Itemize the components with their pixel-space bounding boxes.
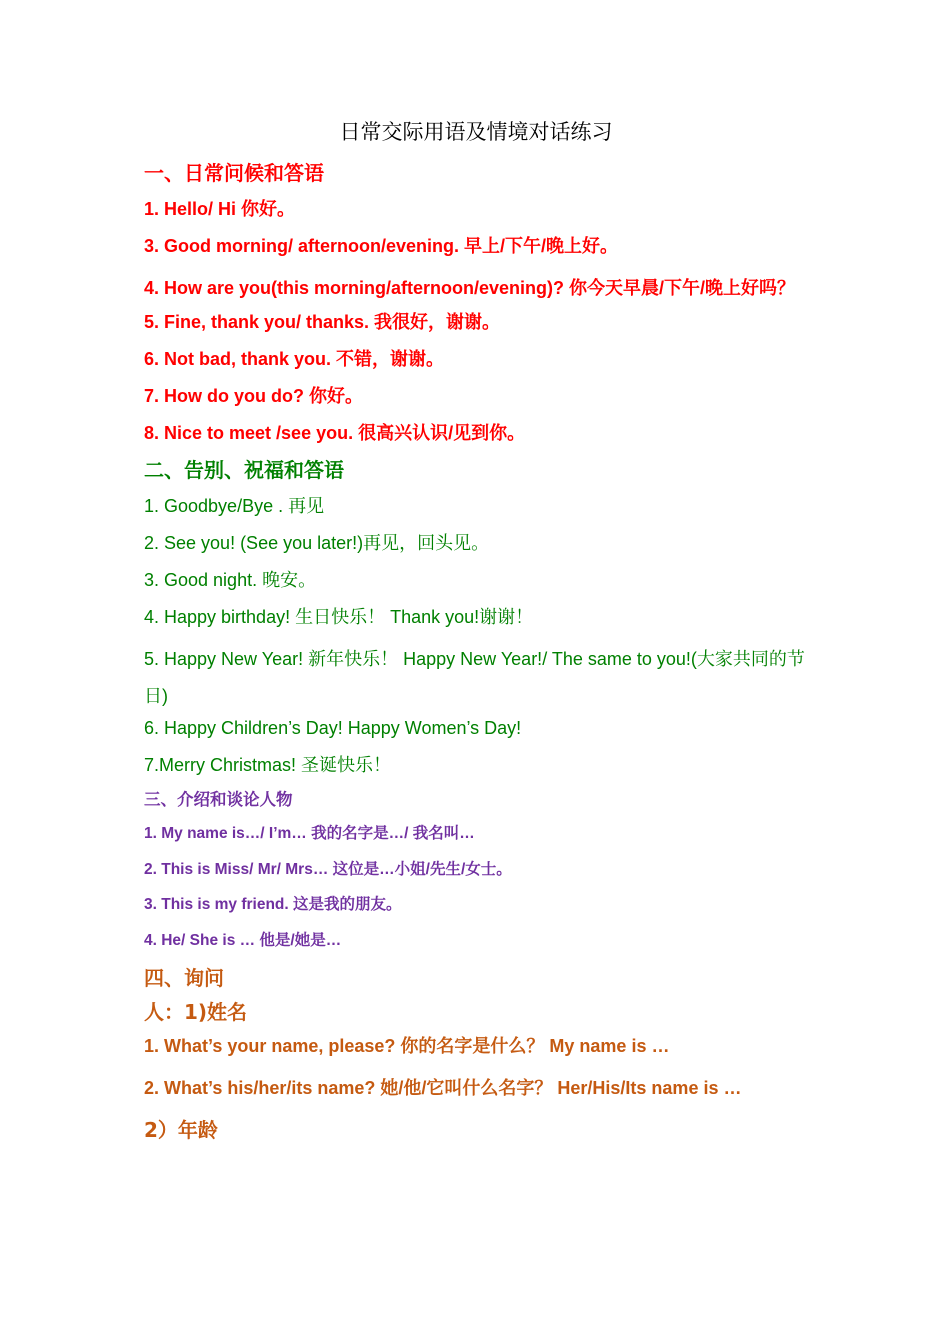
- greeting-line: 1. Hello/ Hi 你好。: [144, 199, 296, 219]
- farewell-line: 7.Merry Christmas! 圣诞快乐！: [144, 755, 392, 775]
- introduction-line: 4. He/ She is … 他是/她是…: [144, 931, 342, 949]
- document-title: 日常交际用语及情境对话练习: [339, 120, 613, 144]
- farewell-line: 1. Goodbye/Bye . 再见: [144, 496, 325, 516]
- subheading-age: 2）年龄: [144, 1118, 218, 1143]
- greeting-line: 7. How do you do? 你好。: [144, 386, 363, 406]
- greeting-line: 3. Good morning/ afternoon/evening. 早上/下午/晚上好。: [144, 236, 619, 256]
- introduction-line: 1. My name is…/ I’m… 我的名字是…/ 我名叫…: [144, 825, 475, 842]
- section-heading-inquiries: 四、询问: [144, 966, 224, 991]
- greeting-line: 6. Not bad, thank you. 不错，谢谢。: [144, 349, 445, 369]
- farewell-line: 6. Happy Children’s Day! Happy Women’s Day!: [144, 718, 522, 738]
- greeting-line: 4. How are you(this morning/afternoon/evening)? 你今天早晨/下午/晚上好吗？: [144, 278, 796, 298]
- section-heading-introductions: 三、介绍和谈论人物: [144, 790, 293, 809]
- greeting-line: 8. Nice to meet /see you. 很高兴认识/见到你。: [144, 423, 526, 443]
- farewell-line: 4. Happy birthday! 生日快乐！ Thank you!谢谢！: [144, 607, 534, 627]
- farewell-line: 2. See you! (See you later!)再见，回头见。: [144, 533, 490, 553]
- introduction-line: 3. This is my friend. 这是我的朋友。: [144, 896, 402, 914]
- greeting-line: 5. Fine, thank you/ thanks. 我很好，谢谢。: [144, 312, 501, 332]
- inquiry-line: 2. What’s his/her/its name? 她/他/它叫什么名字？ Her/His/Its name is …: [144, 1078, 742, 1099]
- inquiry-line: 1. What’s your name, please? 你的名字是什么？ My name is …: [144, 1036, 670, 1057]
- farewell-line: 3. Good night. 晚安。: [144, 570, 317, 590]
- subheading-name: 人：1)姓名: [144, 1000, 248, 1025]
- section-heading-greetings: 一、日常问候和答语: [144, 161, 324, 185]
- section-heading-farewells: 二、告别、祝福和答语: [144, 458, 344, 482]
- document-page: [144, 118, 808, 1153]
- farewell-line: 5. Happy New Year! 新年快乐！ Happy New Year!/ The same to you!(大家共同的节日): [144, 649, 805, 706]
- introduction-line: 2. This is Miss/ Mr/ Mrs… 这位是…小姐/先生/女士。: [144, 860, 512, 878]
